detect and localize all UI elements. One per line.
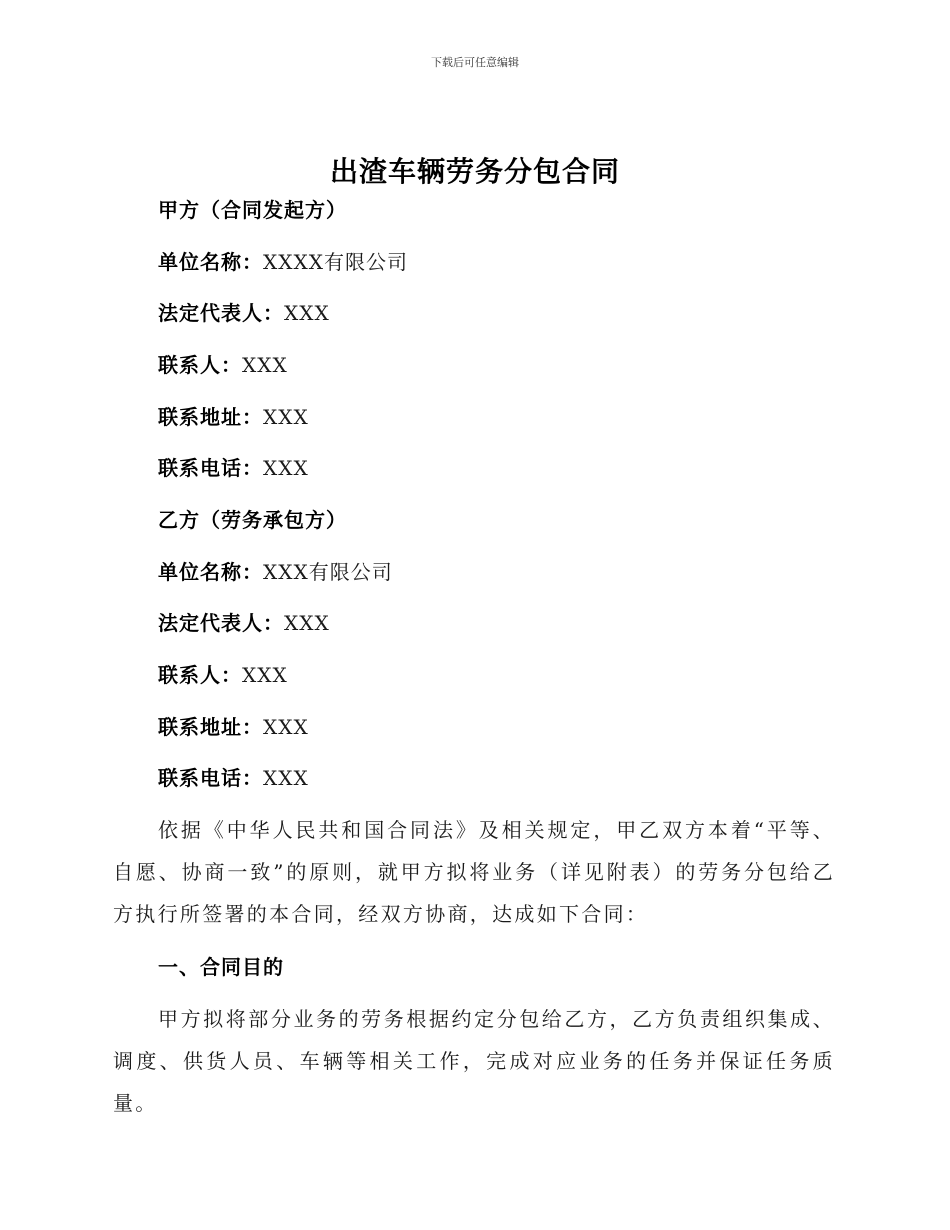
party-a-legal-rep-row — [158, 299, 330, 327]
party-b-address-value: XXX — [263, 715, 309, 739]
party-b-legal-rep-label: 法定代表人： — [158, 611, 284, 635]
section-1-paragraph: 甲方拟将部分业务的劳务根据约定分包给乙方，乙方负责组织集成、调度、供货人员、车辆等相关工作，完成对应业务的任务并保证任务质量。 — [113, 1007, 835, 1115]
party-a-contact-row — [158, 351, 288, 379]
party-a-company-label: 单位名称： — [158, 250, 263, 274]
header-note: 下载后可任意编辑 — [431, 56, 519, 69]
party-a-company-row — [158, 248, 408, 276]
party-a-address-label: 联系地址： — [158, 405, 263, 429]
party-b-phone-row — [158, 764, 309, 792]
party-b-legal-rep-row — [158, 609, 330, 637]
document-title: 出渣车辆劳务分包合同 — [329, 155, 620, 188]
party-b-company-row — [158, 558, 393, 586]
party-a-phone-value: XXX — [263, 456, 309, 480]
party-a-address-row — [158, 403, 309, 431]
party-a-company-value: XXXX有限公司 — [263, 250, 408, 274]
party-b-company-value: XXX有限公司 — [263, 560, 393, 584]
preamble-paragraph: 依据《中华人民共和国合同法》及相关规定，甲乙双方本着“平等、自愿、协商一致”的原则，就甲方拟将业务（详见附表）的劳务分包给乙方执行所签署的本合同，经双方协商，达成如下合同： — [113, 818, 835, 926]
section-1-heading: 一、合同目的 — [158, 955, 284, 979]
party-a-address-value: XXX — [263, 405, 309, 429]
party-b-address-label: 联系地址： — [158, 715, 263, 739]
party-b-address-row — [158, 713, 309, 741]
party-a-phone-row — [158, 454, 309, 482]
party-b-contact-row — [158, 661, 288, 689]
party-b-heading: 乙方（劳务承包方） — [158, 508, 347, 532]
party-b-phone-label: 联系电话： — [158, 766, 263, 790]
party-a-contact-label: 联系人： — [158, 353, 242, 377]
party-a-phone-label: 联系电话： — [158, 456, 263, 480]
party-a-legal-rep-value: XXX — [284, 301, 330, 325]
party-b-contact-label: 联系人： — [158, 663, 242, 687]
party-a-contact-value: XXX — [242, 353, 288, 377]
party-a-heading: 甲方（合同发起方） — [158, 198, 347, 222]
party-b-legal-rep-value: XXX — [284, 611, 330, 635]
party-b-company-label: 单位名称： — [158, 560, 263, 584]
party-b-contact-value: XXX — [242, 663, 288, 687]
party-a-legal-rep-label: 法定代表人： — [158, 301, 284, 325]
party-b-phone-value: XXX — [263, 766, 309, 790]
